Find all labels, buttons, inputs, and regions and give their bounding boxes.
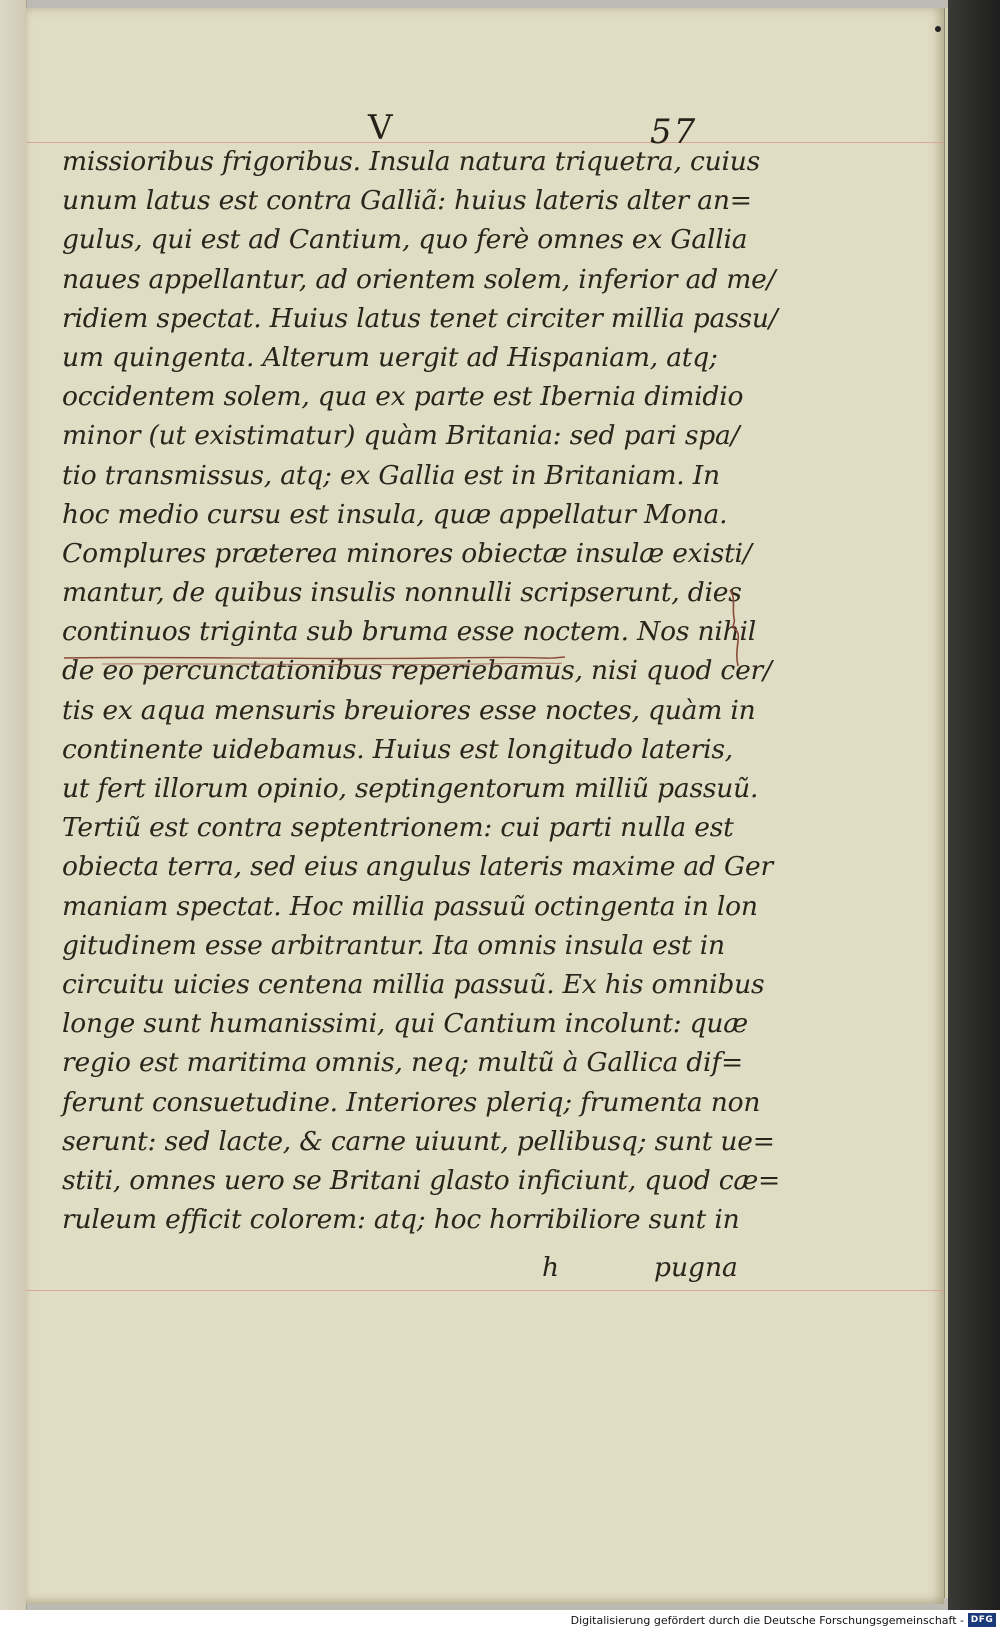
text-line: continente uidebamus. Huius est longitudo lateris, — [62, 733, 734, 765]
text-line: ferunt consuetudine. Interiores pleriq; frumenta non — [62, 1086, 761, 1118]
catchword: pugna — [654, 1252, 738, 1283]
digitization-footer — [0, 1610, 1000, 1632]
text-line: um quingenta. Alterum uergit ad Hispaniam, atq; — [62, 341, 718, 373]
text-line: unum latus est contra Galliã: huius lateris alter an= — [62, 185, 752, 217]
text-line: tis ex aqua mensuris breuiores esse noctes, quàm in — [62, 694, 756, 726]
text-line: obiecta terra, sed eius angulus lateris maxime ad Ger — [62, 851, 773, 883]
margin-bracket-mark — [726, 588, 744, 668]
gathering-signature: h — [542, 1252, 560, 1283]
text-line: ridiem spectat. Huius latus tenet circiter millia passu/ — [62, 302, 778, 334]
text-line: naues appellantur, ad orientem solem, inferior ad me/ — [62, 263, 776, 295]
text-line: gitudinem esse arbitrantur. Ita omnis insula est in — [62, 929, 725, 961]
text-line: ut fert illorum opinio, septingentorum milliũ passuũ. — [62, 773, 759, 804]
body-text — [62, 142, 781, 1239]
dfg-logo: DFG — [968, 1613, 996, 1627]
funding-credit: Digitalisierung gefördert durch die Deutsche Forschungsgemeinschaft - — [570, 1614, 964, 1627]
signature-mark: V — [368, 108, 393, 148]
ink-dot — [935, 26, 941, 32]
text-line-underlined: continuos triginta sub bruma esse noctem. Nos nihil — [62, 616, 757, 648]
text-line: ruleum efficit colorem: atq; hoc horribiliore sunt in — [62, 1204, 740, 1236]
text-line: missioribus frigoribus. Insula natura triquetra, cuius — [62, 146, 761, 177]
handwritten-underline — [62, 654, 567, 668]
text-line: circuitu uicies centena millia passuũ. Ex his omnibus — [62, 968, 765, 1000]
text-line: longe sunt humanissimi, qui Cantium incolunt: quæ — [62, 1008, 749, 1040]
text-line: stiti, omnes uero se Britani glasto inficiunt, quod cæ= — [62, 1164, 781, 1196]
page-number: 57 — [650, 112, 698, 152]
binding-edge — [0, 0, 27, 1610]
text-line: hoc medio cursu est insula, quæ appellatur Mona. — [62, 498, 728, 530]
text-line: minor (ut existimatur) quàm Britania: sed pari spa/ — [62, 420, 740, 452]
text-line: Tertiũ est contra septentrionem: cui parti nulla est — [62, 812, 734, 844]
text-line: serunt: sed lacte, & carne uiuunt, pellibusq; sunt ue= — [62, 1125, 775, 1157]
text-line: regio est maritima omnis, neq; multũ à Gallica dif= — [62, 1047, 743, 1079]
text-line: maniam spectat. Hoc millia passuũ octingenta in lon — [62, 890, 758, 922]
text-line: gulus, qui est ad Cantium, quo ferè omnes ex Gallia — [62, 224, 748, 256]
scan-dark-border — [948, 0, 1000, 1610]
text-line: de eo percunctationibus reperiebamus, nisi quod cer/ — [62, 655, 772, 687]
text-line: mantur, de quibus insulis nonnulli scripserunt, dies — [62, 577, 742, 609]
text-line: occidentem solem, qua ex parte est Ibernia dimidio — [62, 381, 744, 413]
text-line: tio transmissus, atq; ex Gallia est in Britaniam. In — [62, 459, 720, 491]
catchword-line — [62, 1252, 738, 1292]
text-line: Complures præterea minores obiectæ insulæ existi/ — [62, 537, 752, 569]
